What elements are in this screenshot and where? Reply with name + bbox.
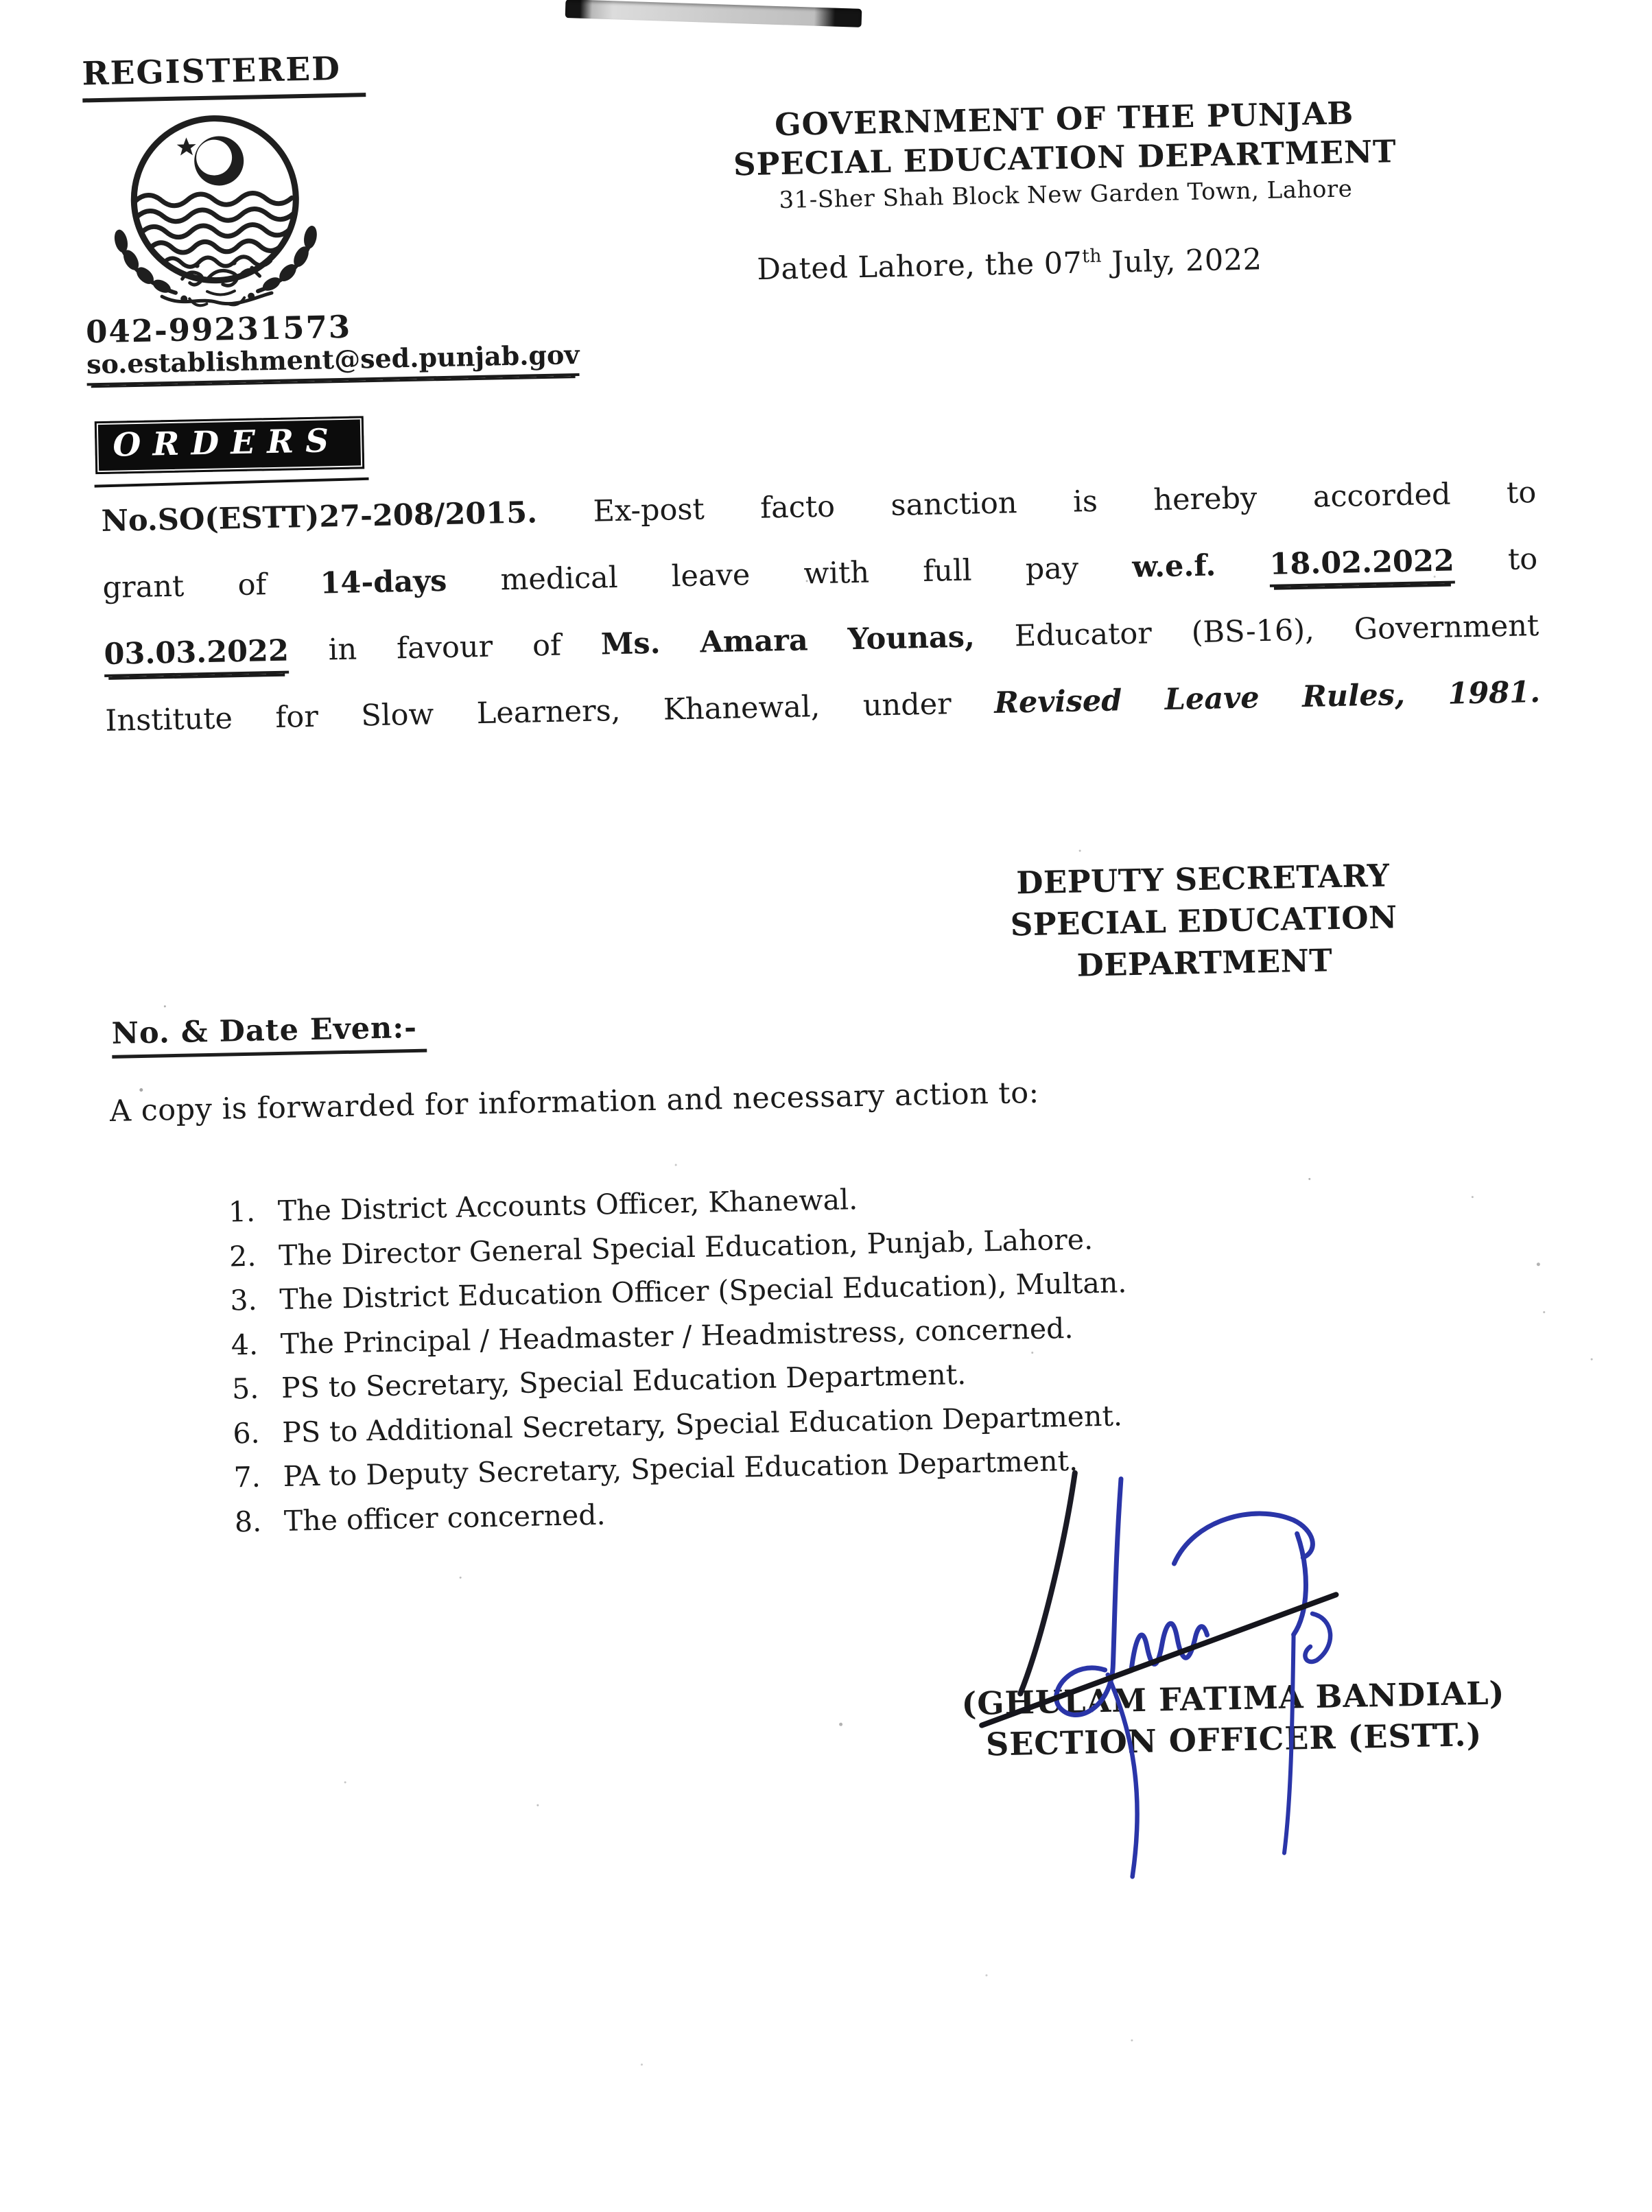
recipient-item: PA to Deputy Secretary, Special Education Department. xyxy=(283,1444,1078,1493)
recipient-item: The District Accounts Officer, Khanewal. xyxy=(277,1183,858,1228)
order-line-1: No.SO(ESTT)27-208/2015. Ex-post facto sanction is hereby accorded to xyxy=(101,475,1537,539)
org-address: 31-Sher Shah Block New Garden Town, Lahore xyxy=(779,175,1353,215)
org-name-line2: SPECIAL EDUCATION DEPARTMENT xyxy=(733,133,1397,183)
letterhead xyxy=(680,92,1450,220)
recipient-item: The District Education Officer (Special Education), Multan. xyxy=(279,1266,1127,1317)
recipient-item: The Principal / Headmaster / Headmistress, concerned. xyxy=(280,1311,1074,1361)
registered-label: REGISTERED xyxy=(82,49,366,102)
orders-heading-underline xyxy=(95,478,369,488)
date-suffix: July, 2022 xyxy=(1101,242,1262,281)
org-name-line1: GOVERNMENT OF THE PUNJAB xyxy=(774,95,1354,143)
recipient-item: PS to Secretary, Special Education Department. xyxy=(281,1357,967,1405)
order-line-2: grant of 14-days medical leave with full pay w.e.f. 18.02.2022 to xyxy=(102,542,1538,606)
recipient-item: The officer concerned. xyxy=(283,1498,606,1538)
punjab-government-emblem-icon xyxy=(76,109,355,314)
email-address: so.establishment@sed.punjab.gov xyxy=(86,339,580,386)
order-line-3: 03.03.2022 in favour of Ms. Amara Younas, Educator (BS-16), Government xyxy=(104,609,1540,704)
no-and-date-label: No. & Date Even:- xyxy=(111,1011,427,1059)
authority-line1: DEPUTY SECRETARY xyxy=(1015,857,1390,902)
date-ordinal-suffix: th xyxy=(1081,245,1102,268)
orders-heading-box xyxy=(95,416,364,474)
orders-heading-label: ORDERS xyxy=(112,422,341,464)
date-prefix: Dated Lahore, the 07 xyxy=(757,246,1083,287)
forwarding-line: A copy is forwarded for information and necessary action to: xyxy=(109,1075,1040,1129)
date-line xyxy=(757,242,1262,287)
authority-line2: SPECIAL EDUCATION xyxy=(1010,899,1398,943)
recipient-item: The Director General Special Education, Punjab, Lahore. xyxy=(278,1222,1094,1272)
issuing-authority-block xyxy=(942,853,1466,989)
order-paragraph xyxy=(101,475,1541,770)
signatory-block xyxy=(904,1671,1564,1767)
order-line-4: Institute for Slow Learners, Khanewal, under Revised Leave Rules, 1981. xyxy=(105,674,1541,738)
authority-line3: DEPARTMENT xyxy=(1076,942,1333,984)
phone-number: 042-99231573 xyxy=(85,308,352,351)
recipient-list xyxy=(228,1172,1131,1544)
signatory-title: SECTION OFFICER (ESTT.) xyxy=(985,1715,1483,1763)
signatory-name: (GHULAM FATIMA BANDIAL) xyxy=(961,1674,1505,1723)
recipient-item: PS to Additional Secretary, Special Education Department. xyxy=(281,1398,1123,1449)
scanner-strip-mark-icon xyxy=(565,0,862,27)
